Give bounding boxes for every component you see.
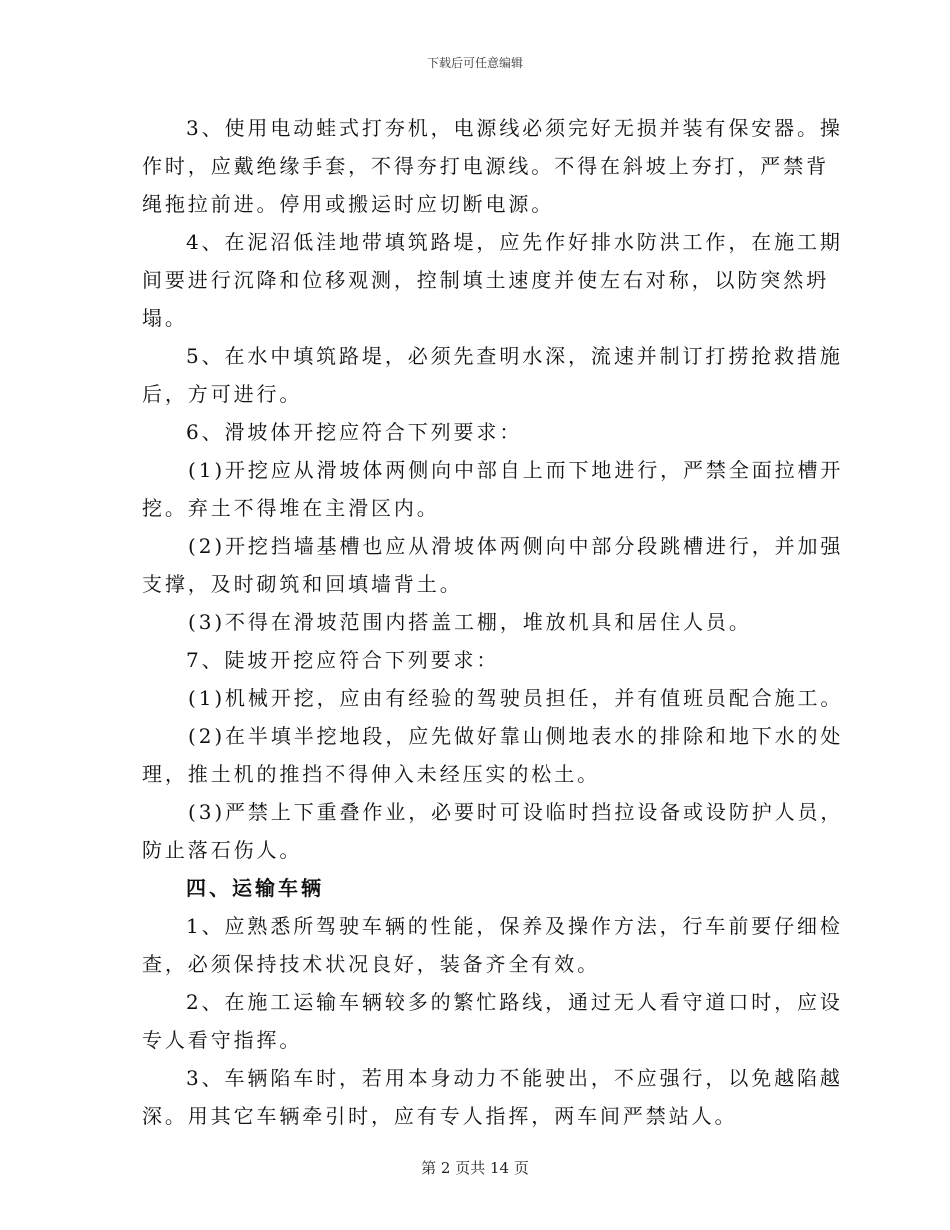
text-line: 深。用其它车辆牵引时，应有专人指挥，两车间严禁站人。 <box>142 1104 738 1128</box>
text-line: 支撑，及时砌筑和回填墙背土。 <box>142 572 463 596</box>
text-line: 5、在水中填筑路堤，必须先查明水深，流速并制订打捞抢救措施 <box>186 344 843 368</box>
section-heading <box>142 869 812 907</box>
paragraph-item-4 <box>142 223 843 337</box>
text-line: 7、陡坡开挖应符合下列要求： <box>186 648 500 672</box>
text-line: 理，推土机的推挡不得伸入未经压实的松土。 <box>142 762 600 786</box>
text-line: (1)机械开挖，应由有经验的驾驶员担任，并有值班员配合施工。 <box>188 686 844 710</box>
document-body <box>142 109 844 1135</box>
text-line: (3)不得在滑坡范围内搭盖工棚，堆放机具和居住人员。 <box>188 610 752 634</box>
text-line: 作时，应戴绝缘手套，不得夯打电源线。不得在斜坡上夯打，严禁背 <box>142 154 829 178</box>
paragraph-sub-7-3 <box>142 793 844 869</box>
text-line: (2)在半填半挖地段，应先做好靠山侧地表水的排除和地下水的处 <box>188 724 844 748</box>
paragraph-sub-6-3 <box>142 603 812 641</box>
paragraph-item-5 <box>142 337 843 413</box>
paragraph-sub-7-1 <box>142 679 844 717</box>
text-line: 查，必须保持技术状况良好，装备齐全有效。 <box>142 952 600 976</box>
text-line: 1、应熟悉所驾驶车辆的性能，保养及操作方法，行车前要仔细检 <box>186 914 843 938</box>
text-line: (1)开挖应从滑坡体两侧向中部自上而下地进行，严禁全面拉槽开 <box>188 458 844 482</box>
text-line: 2、在施工运输车辆较多的繁忙路线，通过无人看守道口时，应设 <box>186 990 843 1014</box>
text-line: 间要进行沉降和位移观测，控制填土速度并使左右对称，以防突然坍 <box>142 268 829 292</box>
text-line: 专人看守指挥。 <box>142 1028 303 1052</box>
paragraph-vehicle-2 <box>142 983 843 1059</box>
paragraph-item-3 <box>142 109 843 223</box>
paragraph-sub-7-2 <box>142 717 844 793</box>
paragraph-item-7 <box>142 641 812 679</box>
text-line: (3)严禁上下重叠作业，必要时可设临时挡拉设备或设防护人员， <box>188 800 844 824</box>
text-line: 挖。弃土不得堆在主滑区内。 <box>142 496 440 520</box>
text-line: 3、使用电动蛙式打夯机，电源线必须完好无损并装有保安器。操 <box>186 116 843 140</box>
text-line: (2)开挖挡墙基槽也应从滑坡体两侧向中部分段跳槽进行，并加强 <box>188 534 844 558</box>
text-line: 绳拖拉前进。停用或搬运时应切断电源。 <box>142 192 555 216</box>
text-line: 防止落石伤人。 <box>142 838 303 862</box>
text-line: 塌。 <box>142 306 188 330</box>
paragraph-vehicle-3 <box>142 1059 843 1135</box>
page-footer: 第 2 页共 14 页 <box>421 1159 529 1177</box>
text-line: 3、车辆陷车时，若用本身动力不能驶出，不应强行，以免越陷越 <box>186 1066 843 1090</box>
paragraph-sub-6-1 <box>142 451 844 527</box>
paragraph-vehicle-1 <box>142 907 843 983</box>
heading-text: 四、运输车辆 <box>186 876 324 900</box>
text-line: 6、滑坡体开挖应符合下列要求： <box>186 420 523 444</box>
text-line: 4、在泥沼低洼地带填筑路堤，应先作好排水防洪工作，在施工期 <box>186 230 843 254</box>
paragraph-sub-6-2 <box>142 527 844 603</box>
text-line: 后，方可进行。 <box>142 382 303 406</box>
paragraph-item-6 <box>142 413 812 451</box>
page-header: 下载后可任意编辑 <box>426 56 523 70</box>
